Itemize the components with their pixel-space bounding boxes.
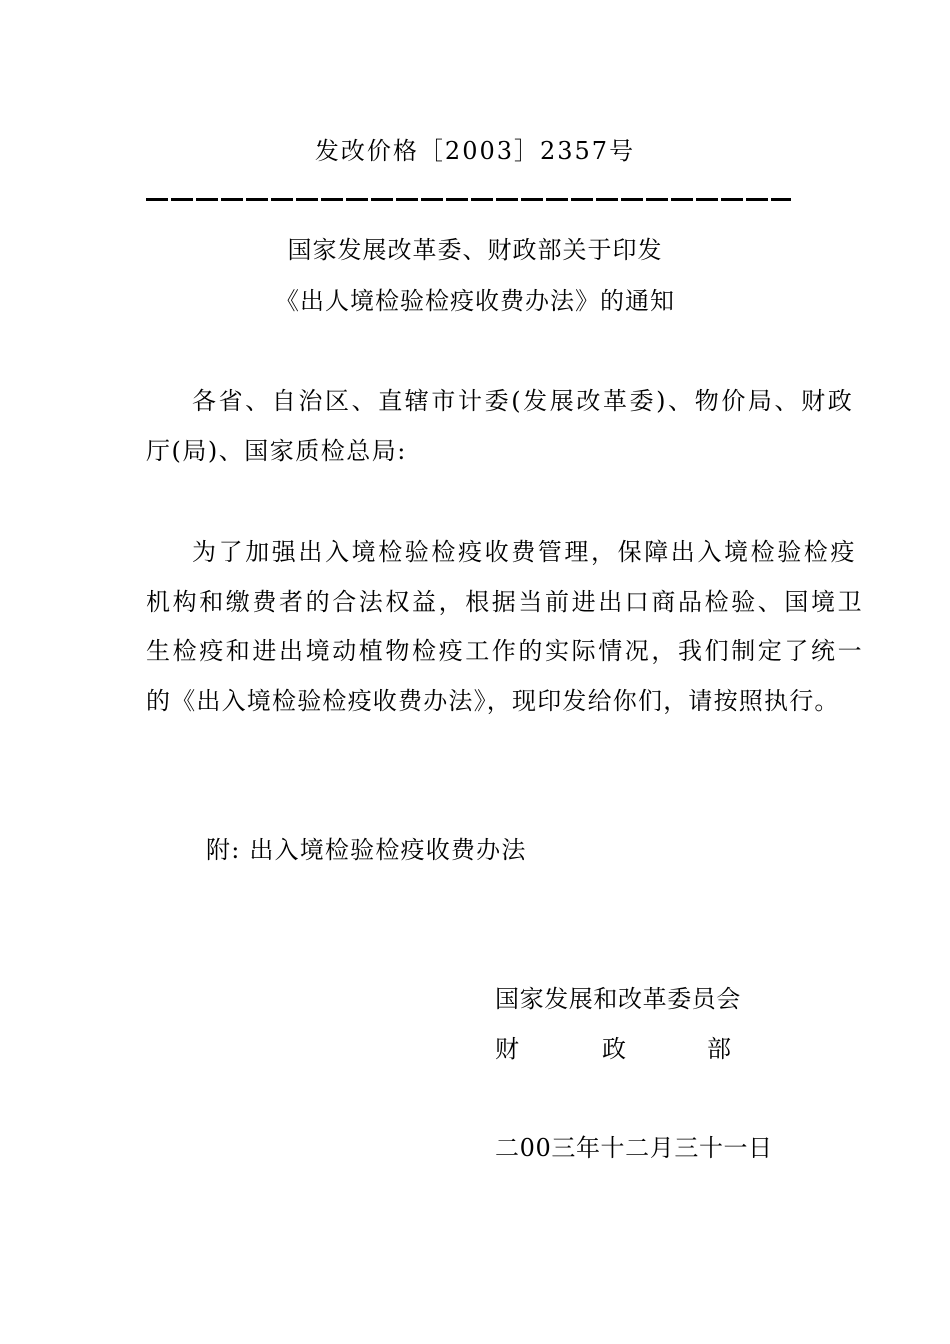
signatory-char-3: 部 — [707, 1035, 732, 1063]
attachment-note: 附: 出入境检验检疫收费办法 — [206, 836, 527, 864]
signatory-char-1: 财 — [495, 1035, 520, 1063]
signatory-char-2: 政 — [602, 1035, 627, 1063]
document-number: 发改价格［2003］2357号 — [314, 137, 636, 165]
body-line-1: 为了加强出入境检验检疫收费管理，保障出入境检验检疫 — [192, 538, 857, 566]
title-line-1: 国家发展改革委、财政部关于印发 — [287, 236, 663, 264]
signatory-ndrc: 国家发展和改革委员会 — [495, 985, 741, 1013]
issue-date: 二00三年十二月三十一日 — [495, 1134, 773, 1162]
body-line-3: 生检疫和进出境动植物检疫工作的实际情况，我们制定了统一 — [146, 637, 865, 665]
body-line-4: 的《出入境检验检疫收费办法》，现印发给你们，请按照执行。 — [146, 687, 840, 715]
header-divider — [146, 198, 791, 201]
addressee-line-2: 厅(局)、国家质检总局: — [146, 437, 407, 465]
title-line-2: 《出人境检验检疫收费办法》的通知 — [275, 287, 675, 315]
addressee-line-1: 各省、自治区、直辖市计委(发展改革委)、物价局、财政 — [192, 387, 855, 415]
body-line-2: 机构和缴费者的合法权益，根据当前进出口商品检验、国境卫 — [146, 588, 865, 616]
